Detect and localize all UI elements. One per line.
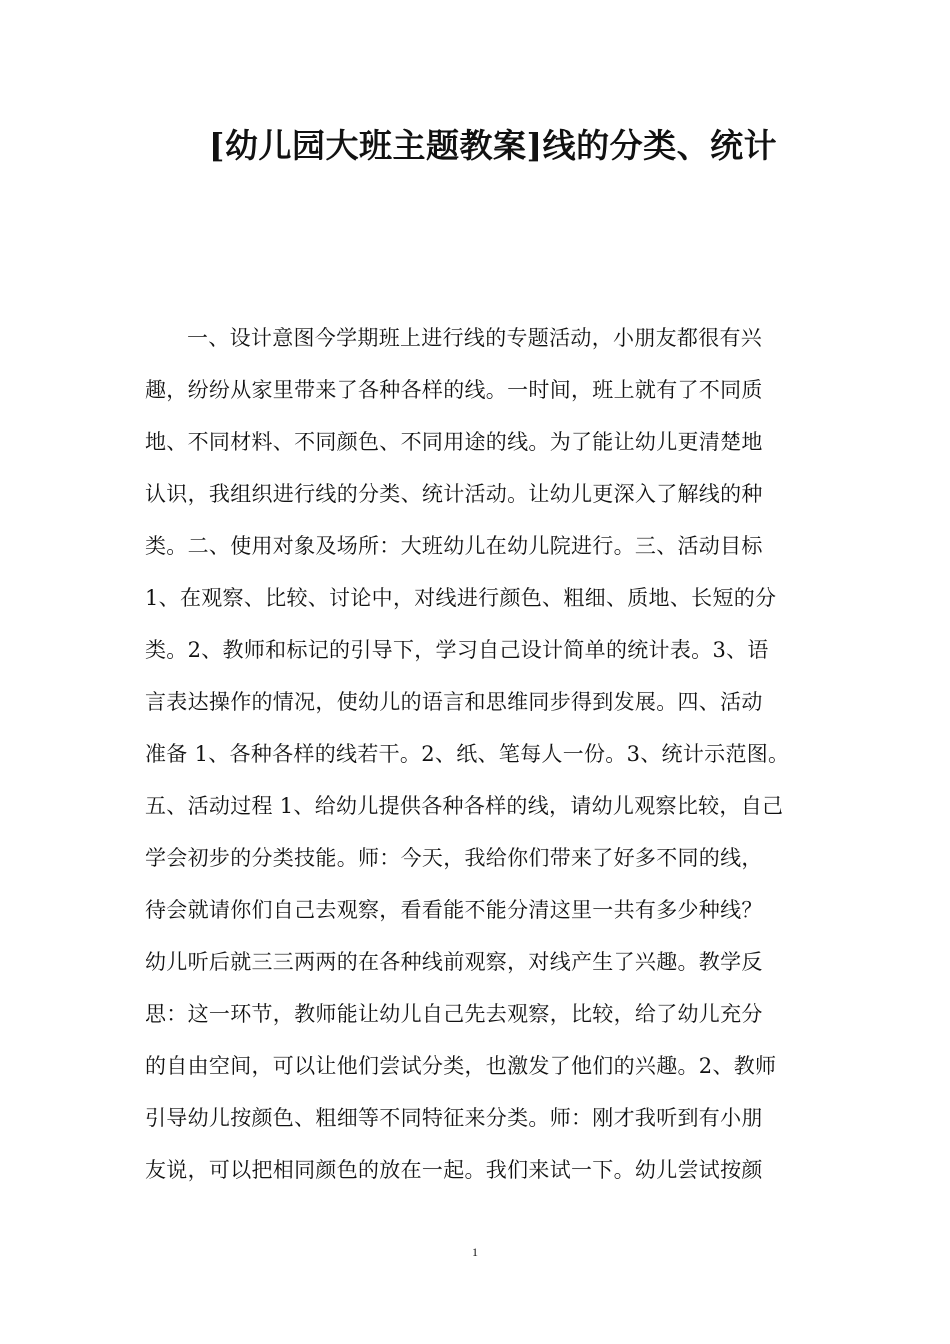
body-line: 学会初步的分类技能。师：今天，我给你们带来了好多不同的线， bbox=[145, 846, 763, 870]
body-line: 1、在观察、比较、讨论中，对线进行颜色、粗细、质地、长短的分 bbox=[145, 586, 777, 610]
body-line: 认识，我组织进行线的分类、统计活动。让幼儿更深入了解线的种 bbox=[145, 482, 763, 506]
body-line: 引导幼儿按颜色、粗细等不同特征来分类。师：刚才我听到有小朋 bbox=[145, 1106, 763, 1130]
body-line: 友说，可以把相同颜色的放在一起。我们来试一下。幼儿尝试按颜 bbox=[145, 1158, 763, 1182]
document-body bbox=[145, 312, 807, 1196]
body-line: 准备 1、各种各样的线若干。2、纸、笔每人一份。3、统计示范图。 bbox=[145, 742, 790, 766]
body-line: 待会就请你们自己去观察，看看能不能分清这里一共有多少种线？ bbox=[145, 898, 763, 922]
body-line: 类。二、使用对象及场所：大班幼儿在幼儿院进行。三、活动目标 bbox=[145, 534, 763, 558]
body-line: 趣，纷纷从家里带来了各种各样的线。一时间，班上就有了不同质 bbox=[145, 378, 763, 402]
body-line: 幼儿听后就三三两两的在各种线前观察，对线产生了兴趣。教学反 bbox=[145, 950, 763, 974]
page-number: 1 bbox=[472, 1245, 478, 1259]
body-line: 的自由空间，可以让他们尝试分类，也激发了他们的兴趣。2、教师 bbox=[145, 1054, 777, 1078]
body-line: 思：这一环节，教师能让幼儿自己先去观察，比较，给了幼儿充分 bbox=[145, 1002, 763, 1026]
body-line: 地、不同材料、不同颜色、不同用途的线。为了能让幼儿更清楚地 bbox=[145, 430, 763, 454]
body-line: 五、活动过程 1、给幼儿提供各种各样的线，请幼儿观察比较，自己 bbox=[145, 794, 784, 818]
body-line: 一、设计意图今学期班上进行线的专题活动，小朋友都很有兴 bbox=[187, 326, 763, 350]
document-title: [幼儿园大班主题教案]线的分类、统计 bbox=[208, 126, 778, 165]
body-line: 类。2、教师和标记的引导下，学习自己设计简单的统计表。3、语 bbox=[145, 638, 769, 662]
body-line: 言表达操作的情况，使幼儿的语言和思维同步得到发展。四、活动 bbox=[145, 690, 763, 714]
